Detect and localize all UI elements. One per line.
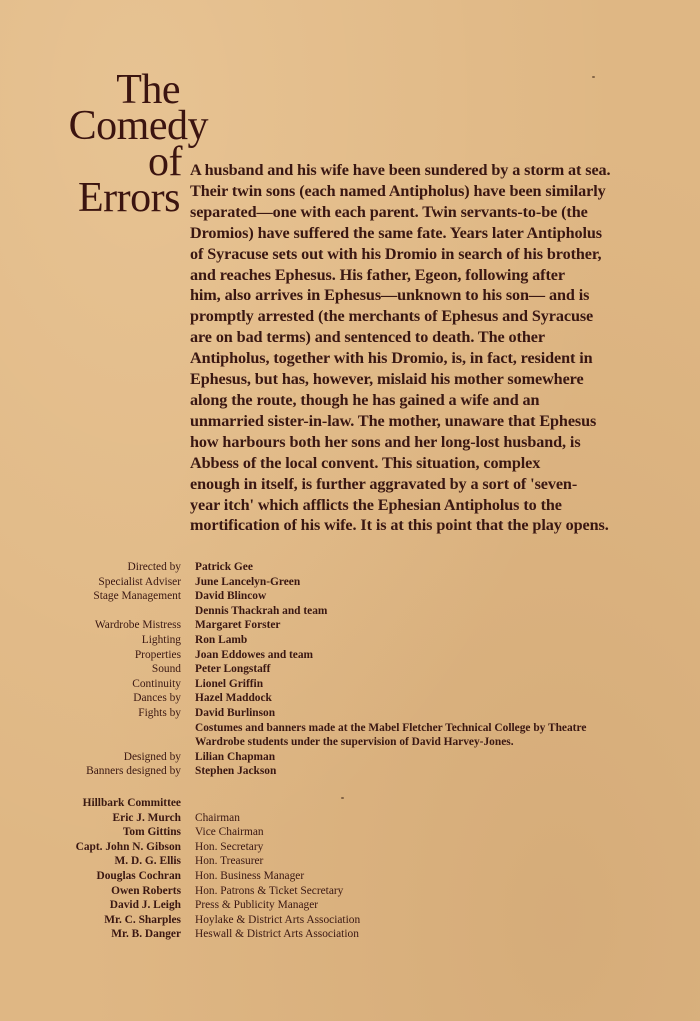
play-title xyxy=(68,67,208,221)
credit-role: Fights by xyxy=(138,706,181,719)
credit-role xyxy=(0,735,195,750)
committee-member-name: Capt. John N. Gibson xyxy=(75,840,181,853)
committee-member-name: Mr. C. Sharples xyxy=(104,913,181,926)
credit-role: Designed by xyxy=(123,750,181,763)
title-line-2: Comedy xyxy=(68,103,208,149)
credit-row xyxy=(0,750,700,765)
credit-role: Wardrobe Mistress xyxy=(94,619,181,632)
credit-role: Directed by xyxy=(127,561,181,573)
committee-member-name: Eric J. Murch xyxy=(112,811,181,824)
committee-member-position: Press & Publicity Manager xyxy=(195,899,319,912)
credit-role: Banners designed by xyxy=(86,765,181,778)
committee-heading: Hillbark Committee xyxy=(82,797,181,809)
credit-row xyxy=(0,764,700,779)
credit-name: Dennis Thackrah and team xyxy=(195,604,328,617)
credit-row xyxy=(0,589,700,604)
credit-role: Properties xyxy=(134,648,181,661)
credit-name: Wardrobe students under the supervision of David Harvey-Jones. xyxy=(195,736,514,749)
title-line-4: Errors xyxy=(78,175,180,221)
credit-row xyxy=(0,735,700,750)
credit-row xyxy=(0,633,700,648)
credit-name: Lionel Griffin xyxy=(195,677,264,690)
credit-name: June Lancelyn-Green xyxy=(195,575,301,588)
committee-member-name: Mr. B. Danger xyxy=(111,928,181,941)
credit-role xyxy=(0,604,195,619)
credit-role: Lighting xyxy=(141,633,181,646)
committee-row xyxy=(0,898,700,913)
credit-name: Ron Lamb xyxy=(195,633,248,646)
credit-row xyxy=(0,721,700,736)
credit-role: Continuity xyxy=(132,677,181,690)
credit-role: Specialist Adviser xyxy=(98,575,181,588)
committee-member-name: M. D. G. Ellis xyxy=(114,855,181,868)
credit-row xyxy=(0,662,700,677)
credit-role xyxy=(0,721,195,736)
credit-row xyxy=(0,648,700,663)
committee-member-name: David J. Leigh xyxy=(109,899,181,912)
committee-member-position: Hon. Business Manager xyxy=(195,869,305,882)
committee-list xyxy=(0,796,700,942)
paper-speck xyxy=(341,797,344,799)
credit-name: Lilian Chapman xyxy=(195,750,276,763)
committee-row xyxy=(0,825,700,840)
credit-row xyxy=(0,691,700,706)
production-credits xyxy=(0,560,700,779)
credit-role: Dances by xyxy=(133,692,181,705)
credit-row xyxy=(0,575,700,590)
committee-member-name: Douglas Cochran xyxy=(96,869,181,882)
committee-member-position: Hon. Patrons & Ticket Secretary xyxy=(195,884,344,897)
committee-member-position: Hon. Treasurer xyxy=(195,855,264,868)
credit-name: David Blincow xyxy=(195,590,267,603)
credit-name: Joan Eddowes and team xyxy=(195,648,314,661)
credit-row xyxy=(0,706,700,721)
title-line-3: of xyxy=(148,139,182,185)
committee-row xyxy=(0,913,700,928)
credit-role: Sound xyxy=(151,663,181,676)
committee-member-position: Hon. Secretary xyxy=(195,840,264,853)
credit-name: Margaret Forster xyxy=(195,619,281,632)
committee-member-position: Heswall & District Arts Association xyxy=(195,928,359,941)
committee-row xyxy=(0,811,700,826)
credit-row xyxy=(0,560,700,575)
synopsis-paragraph: A husband and his wife have been sundered by a storm at sea. Their twin sons (each named Antipholus) have been similarly separated—one with each parent. Twin servants-to-be (the Dromios) have suffered the same fate. Years later Antipholus of Syracuse sets out with his Dromio in search of his brother, and reaches Ephesus. His father, Egeon, following after him, also arrives in Ephesus—unknown to his son— and is promptly arrested (the merchants of Ephesus and Syracuse are on bad terms) and sentenced to death. The other Antipholus, together with his Dromio, is, in fact, resident in Ephesus, but has, however, mislaid his mother somewhere along the route, though he has gained a wife and an unmarried sister-in-law. The mother, unaware that Ephesus how harbours both her sons and her long-lost husband, is Abbess of the local convent. This situation, complex enough in itself, is further aggravated by a sort of 'seven- year itch' which afflicts the Ephesian Antipholus to the mortification of his wife. It is at this point that the play opens. xyxy=(190,161,611,535)
credit-name: Stephen Jackson xyxy=(195,765,277,778)
credit-name: Peter Longstaff xyxy=(195,663,271,676)
credit-row xyxy=(0,677,700,692)
committee-row xyxy=(0,869,700,884)
credit-row xyxy=(0,604,700,619)
paper-speck xyxy=(592,76,595,78)
credit-name: Patrick Gee xyxy=(195,561,253,573)
committee-heading-row xyxy=(0,796,700,811)
committee-member-name: Owen Roberts xyxy=(111,884,181,897)
credit-role: Stage Management xyxy=(93,590,181,603)
committee-member-position: Vice Chairman xyxy=(195,826,264,839)
committee-member-position: Hoylake & District Arts Association xyxy=(195,913,361,926)
credit-row xyxy=(0,618,700,633)
committee-row xyxy=(0,927,700,942)
committee-member-position: Chairman xyxy=(195,811,240,824)
credit-name: David Burlinson xyxy=(195,706,276,719)
committee-row xyxy=(0,884,700,899)
committee-row xyxy=(0,854,700,869)
credit-name: Hazel Maddock xyxy=(195,692,272,705)
title-line-1: The xyxy=(116,67,180,113)
committee-member-name: Tom Gittins xyxy=(122,826,181,839)
credit-name: Costumes and banners made at the Mabel Fletcher Technical College by Theatre xyxy=(195,721,587,734)
committee-row xyxy=(0,840,700,855)
